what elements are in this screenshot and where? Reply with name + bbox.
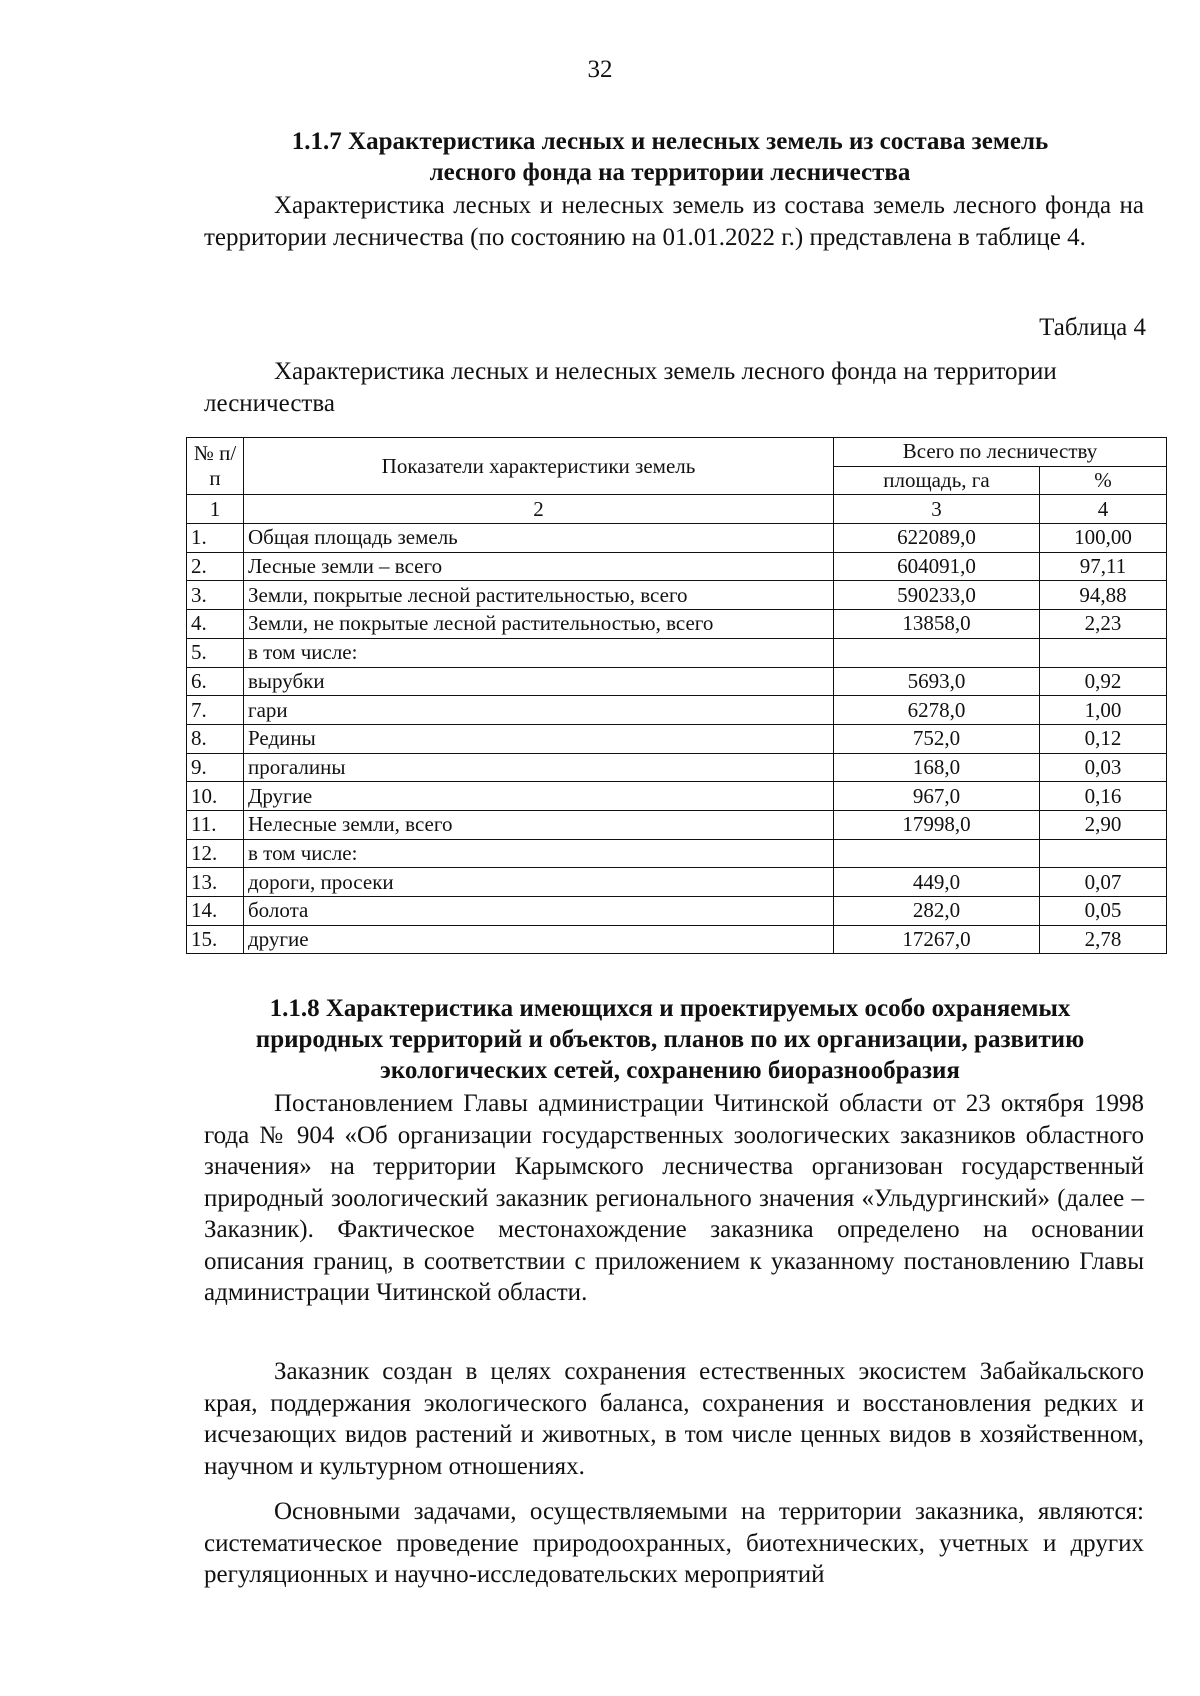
table-row (187, 696, 1167, 725)
heading-line: лесного фонда на территории лесничества (429, 159, 911, 186)
row-number: 2. (187, 552, 244, 581)
row-indicator: болота (244, 897, 834, 926)
row-area (834, 839, 1040, 868)
table-row (187, 897, 1167, 926)
row-indicator: дороги, просеки (244, 868, 834, 897)
table-row (187, 782, 1167, 811)
row-area: 6278,0 (834, 696, 1040, 725)
row-indicator: Общая площадь земель (244, 524, 834, 553)
heading-line: 1.1.7 Характеристика лесных и нелесных земель из состава земель (291, 128, 1049, 155)
row-indicator: в том числе: (244, 638, 834, 667)
row-percent: 0,12 (1040, 724, 1167, 753)
row-percent: 0,92 (1040, 667, 1167, 696)
table-row (187, 581, 1167, 610)
row-area: 13858,0 (834, 610, 1040, 639)
row-area: 17998,0 (834, 810, 1040, 839)
table-row (187, 610, 1167, 639)
table-body (187, 495, 1167, 954)
header-area: площадь, га (834, 466, 1040, 495)
row-percent (1040, 638, 1167, 667)
row-indicator: Другие (244, 782, 834, 811)
row-percent: 2,23 (1040, 610, 1167, 639)
row-indicator: прогалины (244, 753, 834, 782)
table-row (187, 552, 1167, 581)
row-area: 967,0 (834, 782, 1040, 811)
row-area: 17267,0 (834, 925, 1040, 954)
row-number: 9. (187, 753, 244, 782)
row-number: 13. (187, 868, 244, 897)
page-number: 32 (587, 56, 613, 83)
row-indicator: Земли, покрытые лесной растительностью, всего (244, 581, 834, 610)
row-area: 5693,0 (834, 667, 1040, 696)
header-num: № п/п (187, 438, 244, 495)
section-1-1-7-paragraph: Характеристика лесных и нелесных земель из состава земель лесного фонда на территории лесничества (по состоянию на 01.01.2022 г.) представлена в таблице 4. (204, 192, 1144, 251)
column-number: 2 (244, 495, 834, 524)
row-percent: 100,00 (1040, 524, 1167, 553)
row-indicator: Нелесные земли, всего (244, 810, 834, 839)
row-percent: 2,78 (1040, 925, 1167, 954)
table-row (187, 868, 1167, 897)
section-1-1-8-paragraph-2: Заказник создан в целях сохранения естественных экосистем Забайкальского края, поддержания экологического баланса, сохранения и восстановления редких и исчезающих видов растений и животных, в том числе ценных видов в хозяйственном, научном и культурном отношениях. (204, 1358, 1144, 1480)
row-indicator: гари (244, 696, 834, 725)
row-number: 6. (187, 667, 244, 696)
row-number: 7. (187, 696, 244, 725)
row-number: 8. (187, 724, 244, 753)
section-1-1-8-paragraph-3: Основными задачами, осуществляемыми на территории заказника, являются: систематическое проведение природоохранных, биотехнических, учетных и других регуляционных и научно-исследовательских мероприятий (204, 1498, 1144, 1588)
row-number: 14. (187, 897, 244, 926)
section-1-1-8-paragraph-1: Постановлением Главы администрации Читинской области от 23 октября 1998 года № 904 «Об организации государственных зоологических заказников областного значения» на территории Карымского лесничества организован государственный природный зоологический заказник регионального значения «Ульдургинский» (далее – Заказник). Фактическое местонахождение заказника определено на основании описания границ, в соответствии с приложением к указанному постановлению Главы администрации Читинской области. (204, 1090, 1144, 1306)
row-area: 752,0 (834, 724, 1040, 753)
row-number: 3. (187, 581, 244, 610)
row-area (834, 638, 1040, 667)
header-percent: % (1040, 466, 1167, 495)
row-indicator: Редины (244, 724, 834, 753)
table-caption: Характеристика лесных и нелесных земель лесного фонда на территории лесничества (204, 358, 1057, 417)
table-row (187, 667, 1167, 696)
table-row (187, 524, 1167, 553)
column-number: 1 (187, 495, 244, 524)
row-number: 15. (187, 925, 244, 954)
row-percent: 97,11 (1040, 552, 1167, 581)
land-characteristics-table (186, 437, 1167, 954)
table-label: Таблица 4 (1039, 314, 1146, 341)
row-area: 168,0 (834, 753, 1040, 782)
table-row (187, 810, 1167, 839)
heading-line: природных территорий и объектов, планов по их организации, развитию (255, 1026, 1085, 1053)
section-heading-1-1-7 (190, 126, 1150, 188)
heading-line: 1.1.8 Характеристика имеющихся и проектируемых особо охраняемых (269, 995, 1071, 1022)
table-row (187, 839, 1167, 868)
row-number: 4. (187, 610, 244, 639)
row-area: 590233,0 (834, 581, 1040, 610)
table-row (187, 724, 1167, 753)
row-indicator: другие (244, 925, 834, 954)
header-total: Всего по лесничеству (834, 438, 1167, 467)
header-indicator: Показатели характеристики земель (244, 438, 834, 495)
row-area: 449,0 (834, 868, 1040, 897)
row-number: 11. (187, 810, 244, 839)
row-area: 282,0 (834, 897, 1040, 926)
section-heading-1-1-8 (190, 993, 1150, 1086)
table-row (187, 753, 1167, 782)
row-indicator: вырубки (244, 667, 834, 696)
row-percent: 0,05 (1040, 897, 1167, 926)
row-area: 604091,0 (834, 552, 1040, 581)
row-indicator: в том числе: (244, 839, 834, 868)
row-percent (1040, 839, 1167, 868)
column-number-row (187, 495, 1167, 524)
row-percent: 0,07 (1040, 868, 1167, 897)
column-number: 3 (834, 495, 1040, 524)
row-number: 1. (187, 524, 244, 553)
row-indicator: Лесные земли – всего (244, 552, 834, 581)
row-percent: 1,00 (1040, 696, 1167, 725)
row-percent: 0,16 (1040, 782, 1167, 811)
row-number: 10. (187, 782, 244, 811)
row-percent: 94,88 (1040, 581, 1167, 610)
row-percent: 0,03 (1040, 753, 1167, 782)
row-number: 5. (187, 638, 244, 667)
table-row (187, 638, 1167, 667)
row-area: 622089,0 (834, 524, 1040, 553)
heading-line: экологических сетей, сохранению биоразнообразия (380, 1057, 960, 1084)
column-number: 4 (1040, 495, 1167, 524)
row-indicator: Земли, не покрытые лесной растительностью, всего (244, 610, 834, 639)
table-row (187, 925, 1167, 954)
row-number: 12. (187, 839, 244, 868)
row-percent: 2,90 (1040, 810, 1167, 839)
